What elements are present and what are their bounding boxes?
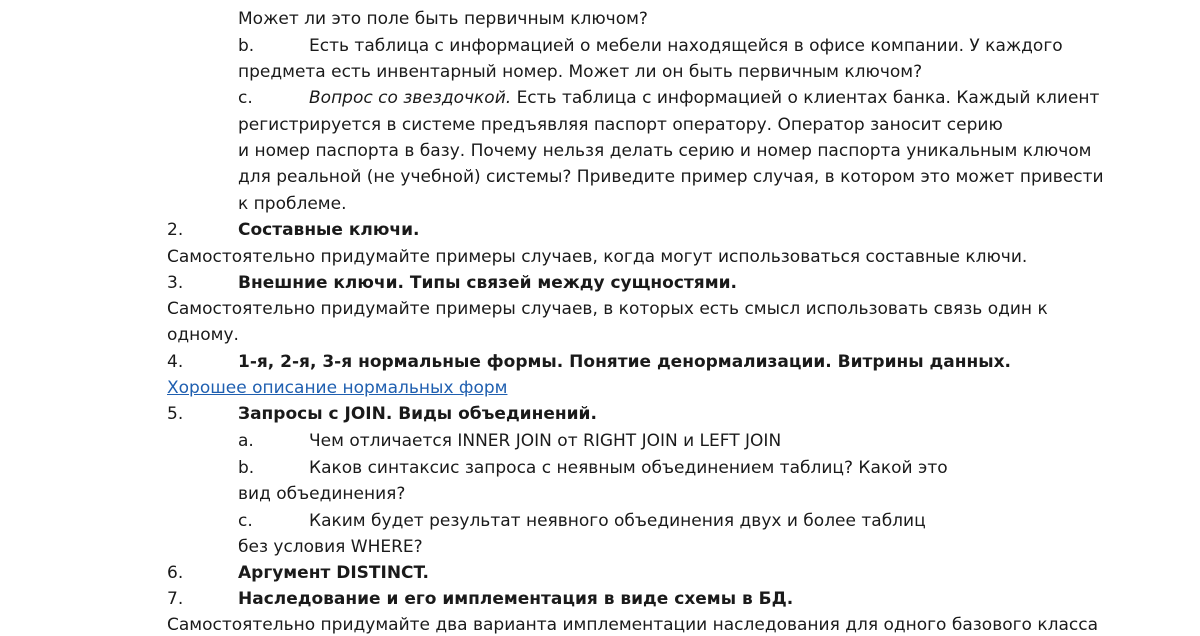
section-4-number: 4. — [167, 352, 184, 372]
section-5-item-a-text: Чем отличается INNER JOIN от RIGHT JOIN и LEFT JOIN — [309, 431, 782, 451]
section-2-number: 2. — [167, 220, 184, 240]
section-5-number: 5. — [167, 404, 184, 424]
item-c-text-line4: для реальной (не учебной) системы? Приведите пример случая, в котором это может привести — [238, 167, 1104, 187]
item-c-text-line3: и номер паспорта в базу. Почему нельзя делать серию и номер паспорта уникальным ключом — [238, 141, 1092, 161]
item-a-text-tail: Может ли это поле быть первичным ключом? — [238, 9, 648, 29]
section-5-item-c-text-line1: Каким будет результат неявного объединения двух и более таблиц — [309, 511, 926, 531]
item-c-italic-lead: Вопрос со звездочкой. — [309, 88, 512, 108]
section-7-text: Самостоятельно придумайте два варианта имплементации наследования для одного базового класса — [167, 615, 1099, 635]
item-c-text-line1 — [309, 87, 1099, 109]
section-5-item-a-letter: a. — [238, 431, 254, 451]
section-2-heading: Составные ключи. — [238, 220, 420, 240]
section-3-text-line1: Самостоятельно придумайте примеры случаев, в которых есть смысл использовать связь один к — [167, 299, 1048, 319]
item-c-letter: c. — [238, 88, 253, 108]
item-c-text-line2: регистрируется в системе предъявляя паспорт оператору. Оператор заносит серию — [238, 115, 1003, 135]
item-b-text-line2: предмета есть инвентарный номер. Может ли он быть первичным ключом? — [238, 62, 923, 82]
item-b-text-line1: Есть таблица с информацией о мебели находящейся в офисе компании. У каждого — [309, 36, 1063, 56]
section-7-number: 7. — [167, 589, 184, 609]
section-4-link-line — [167, 377, 507, 399]
section-3-text-line2: одному. — [167, 325, 239, 345]
section-5-item-c-text-line2: без условия WHERE? — [238, 537, 423, 557]
item-c-text-line5: к проблеме. — [238, 194, 347, 214]
section-6-number: 6. — [167, 563, 184, 583]
section-5-item-b-text-line2: вид объединения? — [238, 484, 406, 504]
section-5-item-c-letter: c. — [238, 511, 253, 531]
section-6-heading: Аргумент DISTINCT. — [238, 563, 430, 583]
section-4-heading: 1-я, 2-я, 3-я нормальные формы. Понятие денормализации. Витрины данных. — [238, 352, 1012, 372]
item-c-line1-rest: Есть таблица с информацией о клиентах банка. Каждый клиент — [516, 88, 1100, 108]
section-5-item-b-letter: b. — [238, 458, 255, 478]
item-b-letter: b. — [238, 36, 255, 56]
section-3-number: 3. — [167, 273, 184, 293]
section-2-text: Самостоятельно придумайте примеры случаев, когда могут использоваться составные ключи. — [167, 247, 1028, 267]
section-3-heading: Внешние ключи. Типы связей между сущностями. — [238, 273, 737, 293]
normal-forms-link[interactable]: Хорошее описание нормальных форм — [167, 378, 508, 398]
section-5-item-b-text-line1: Каков синтаксис запроса с неявным объединением таблиц? Какой это — [309, 458, 948, 478]
section-7-heading: Наследование и его имплементация в виде схемы в БД. — [238, 589, 794, 609]
section-5-heading: Запросы с JOIN. Виды объединений. — [238, 404, 597, 424]
